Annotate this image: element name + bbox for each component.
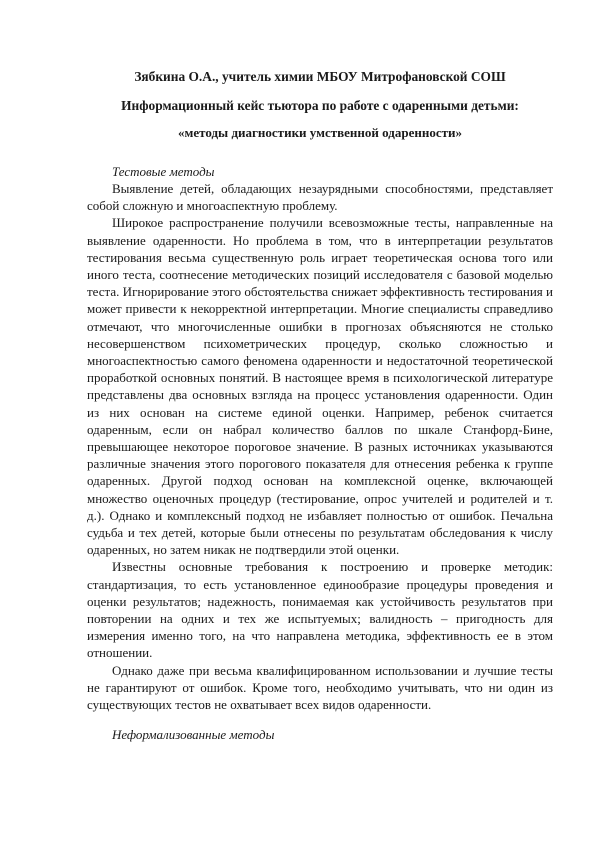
paragraph-3: Известны основные требования к построению и проверке методик: стандартизация, то есть установленное единообразие процедуры проведения и оценки результатов; надежность, понимаемая как устойчивость результатов при повторении на одних и тех же испытуемых; валидность – пригодность для измерения именно того, на что направлена методика, эффективность ее в этом отношении. (87, 559, 553, 661)
section-title-tests: Тестовые методы (112, 164, 215, 179)
paragraph-4: Однако даже при весьма квалифицированном использовании и лучшие тесты не гарантируют от ошибок. Кроме того, необходимо учитывать, что ни один из существующих тестов не охватывает всех видов одаренности. (87, 662, 553, 713)
paragraph-1: Выявление детей, обладающих незаурядными способностями, представляет собой сложную и многоаспектную проблему. (87, 181, 553, 214)
author-line: Зябкина О.А., учитель химии МБОУ Митрофановской СОШ (134, 69, 506, 84)
paragraph-2: Широкое распространение получили всевозможные тесты, направленные на выявление одаренности. Но проблема в том, что в интерпретации результатов тестирования весьма существенную роль играет теоретическая основа того или иного теста, соотнесение методических позиций исследователя с базовой моделью теста. Игнорирование этого обстоятельства снижает эффективность тестирования и может привести к некорректной интерпретации. Многие специалисты справедливо отмечают, что многочисленные ошибки в прогнозах объясняются не столько несовершенством психометрических процедур, сколько сложностью и многоаспектностью самого феномена одаренности и недостаточной теоретической проработкой основных понятий. В настоящее время в психологической литературе представлены два основных взгляда на процесс установления одаренности. Один из них основан на системе единой оценки. Например, ребенок считается одаренным, если он набрал количество баллов по шкале Станфорд-Бине, превышающее некоторое пороговое значение. В разных источниках указываются различные значения этого порогового показателя для отнесения ребенка к группе одаренных. Другой подход основан на комплексной оценке, включающей множество оценочных процедур (тестирование, опрос учителей и родителей и т. д.). Однако и комплексный подход не избавляет полностью от ошибок. Печальна судьба и тех детей, которые были отнесены по результатам обследования к числу одаренных, но затем никак не подтвердили этой оценки. (87, 215, 553, 558)
document-page (87, 68, 553, 743)
document-subtitle: «методы диагностики умственной одаренности» (178, 125, 462, 140)
document-title: Информационный кейс тьютора по работе с одаренными детьми: (121, 98, 519, 113)
section-title-informal: Неформализованные методы (112, 727, 275, 743)
